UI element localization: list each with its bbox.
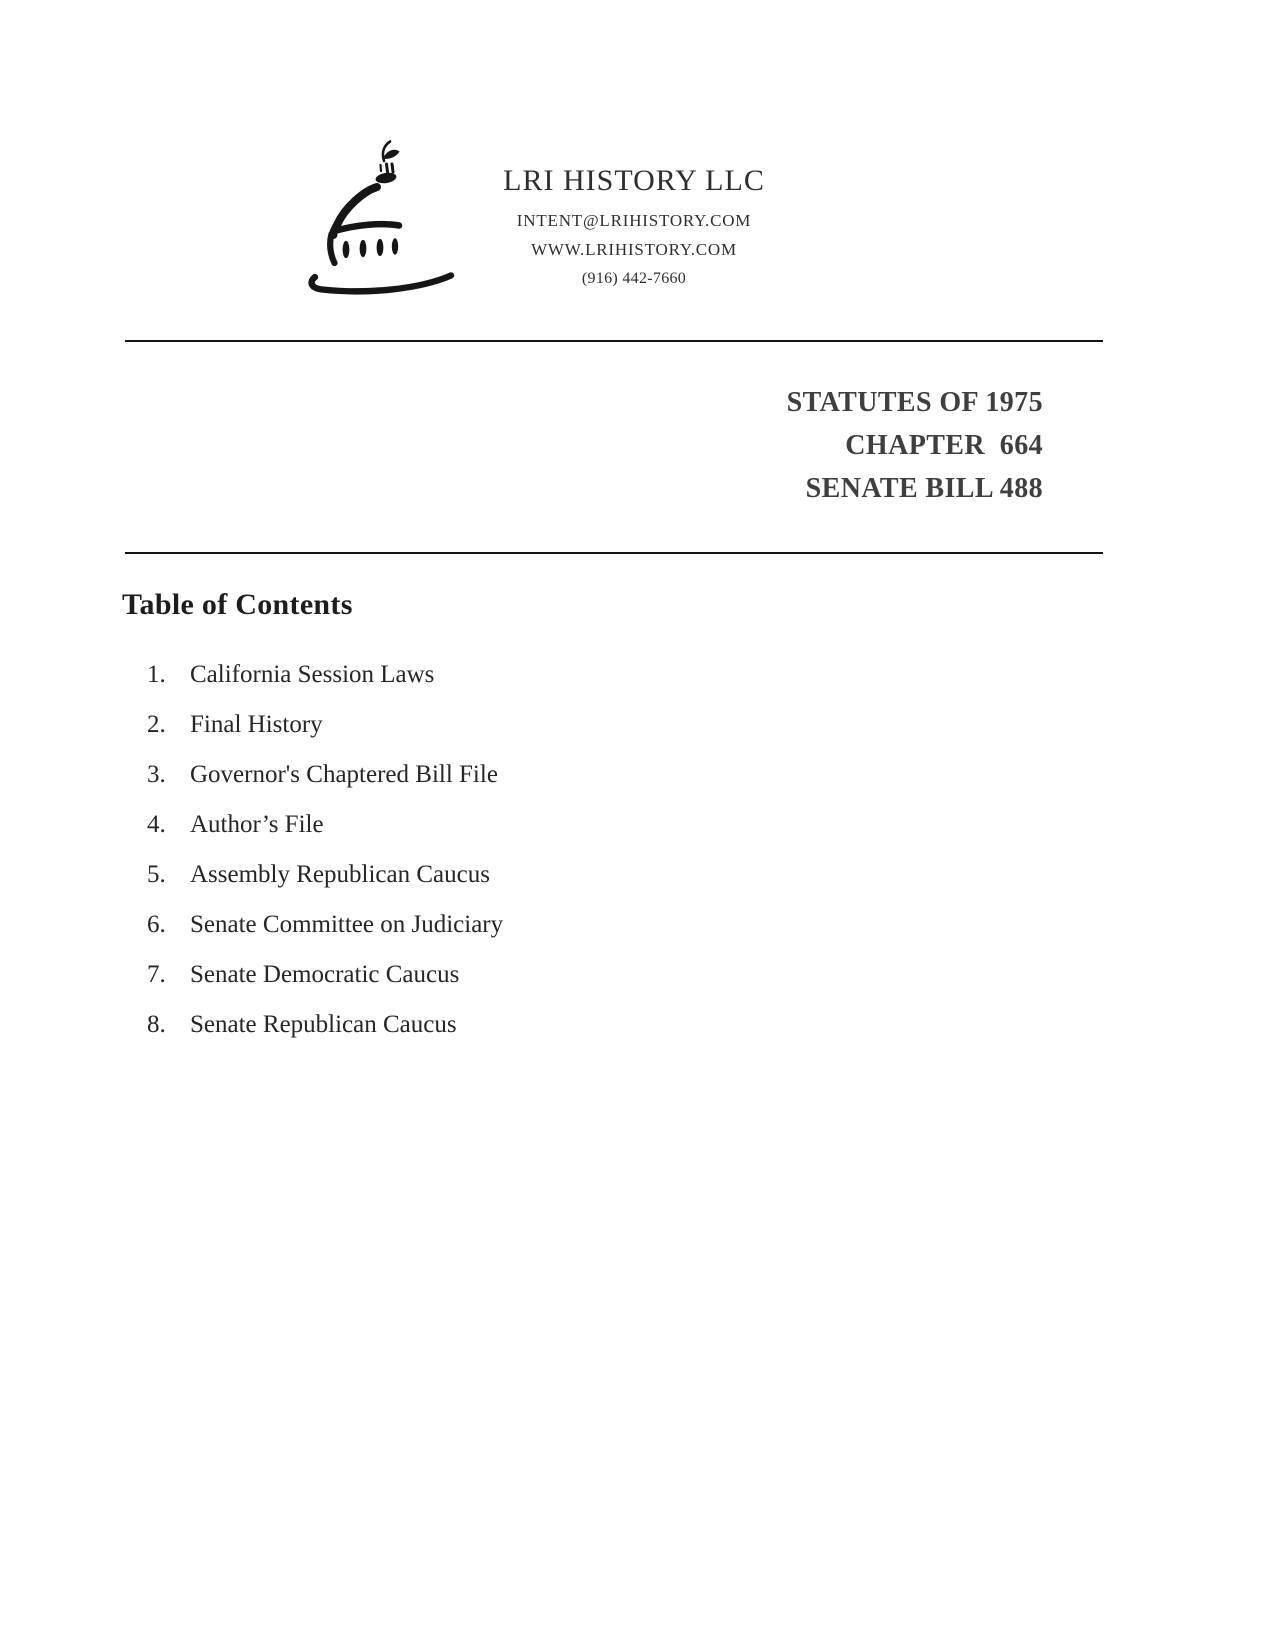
toc-item-number: 8. — [147, 1011, 166, 1038]
toc-item-number: 2. — [147, 711, 166, 738]
toc-item — [147, 700, 503, 750]
statutes-line: STATUTES OF 1975 — [786, 387, 1043, 418]
toc-item — [147, 900, 503, 950]
company-website: WWW.LRIHISTORY.COM — [531, 240, 737, 259]
toc-item-label: Senate Committee on Judiciary — [190, 911, 504, 938]
chapter-line: CHAPTER 664 — [845, 430, 1043, 461]
toc-item — [147, 950, 503, 1000]
toc-item — [147, 750, 503, 800]
toc-item-number: 6. — [147, 911, 166, 938]
company-phone: (916) 442-7660 — [581, 270, 687, 287]
toc-item-label: Assembly Republican Caucus — [190, 861, 490, 888]
company-name: LRI HISTORY LLC — [503, 164, 765, 197]
toc-item-number: 5. — [147, 861, 166, 888]
toc-item-number: 3. — [147, 761, 166, 788]
toc-item-label: Final History — [190, 711, 323, 738]
divider-top — [125, 340, 1103, 342]
company-email: INTENT@LRIHISTORY.COM — [516, 211, 752, 230]
toc-item-label: California Session Laws — [190, 661, 435, 688]
toc-item-number: 7. — [147, 961, 166, 988]
toc-item-label: Author’s File — [190, 811, 324, 838]
toc-item — [147, 850, 503, 900]
letterhead — [434, 164, 834, 293]
toc-item — [147, 650, 503, 700]
toc-item-number: 1. — [147, 661, 166, 688]
toc-heading: Table of Contents — [122, 588, 353, 621]
senate-bill-line: SENATE BILL 488 — [805, 473, 1043, 504]
toc-item — [147, 800, 503, 850]
divider-bottom — [125, 552, 1103, 554]
toc-list — [147, 650, 503, 1050]
toc-item-label: Governor's Chaptered Bill File — [190, 761, 498, 788]
toc-item-label: Senate Republican Caucus — [190, 1011, 457, 1038]
toc-item-number: 4. — [147, 811, 166, 838]
toc-item — [147, 1000, 503, 1050]
toc-item-label: Senate Democratic Caucus — [190, 961, 460, 988]
bill-reference — [787, 381, 1043, 510]
company-contact-block — [434, 206, 834, 293]
